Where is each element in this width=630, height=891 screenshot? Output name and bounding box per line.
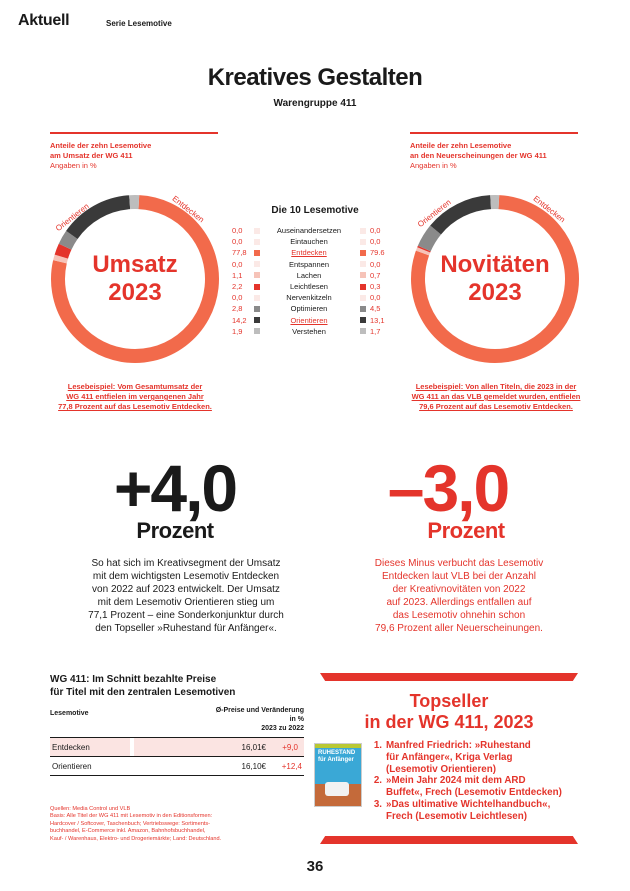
legend-category-lachen: Lachen (296, 270, 322, 280)
legend-swatch (254, 261, 260, 267)
legend-row (232, 292, 402, 303)
list-item: 3. »Das ultimative Wichtelhandbuch«, Frech (Lesemotiv Leichtlesen) (373, 798, 551, 822)
legend-swatch (360, 306, 366, 312)
page-number: 36 (306, 858, 324, 875)
legend-row (232, 236, 402, 247)
book-cover-strip (315, 744, 362, 748)
legend-umsatz-value: 77,8 (232, 248, 247, 258)
legend-novitaeten-value: 0,0 (370, 259, 381, 269)
novitaeten-center-label: Novitäten 2023 (440, 251, 550, 306)
legend-swatch (254, 317, 260, 323)
legend-novitaeten-value: 0,3 (370, 282, 381, 292)
price-table-heading: WG 411: Im Schnitt bezahlte Preise für Titel mit den zentralen Lesemotiven (50, 674, 236, 698)
price-table-header (50, 706, 304, 738)
legend-swatch (254, 284, 260, 290)
legend-swatch (360, 261, 366, 267)
umsatz-change-unit: Prozent (136, 518, 214, 543)
legend-swatch (360, 317, 366, 323)
topseller-list (368, 740, 590, 823)
topseller-title: Topseller in der WG 411, 2023 (364, 691, 534, 732)
legend-novitaeten-value: 13,1 (370, 315, 385, 325)
legend-novitaeten-value: 0,0 (370, 293, 381, 303)
legend-category-orientieren: Orientieren (290, 315, 328, 325)
book-cover-van (325, 782, 349, 796)
legend-swatch (254, 328, 260, 334)
legend-row (232, 315, 402, 326)
legend-umsatz-value: 1,1 (232, 270, 243, 280)
table-row (50, 757, 304, 776)
donut-slice-optimieren (424, 230, 435, 249)
list-item: 1. Manfred Friedrich: »Ruhestand für Anfänger«, Kriga Verlag (Lesemotiv Orientieren) (373, 740, 531, 775)
legend-umsatz-value: 0,0 (232, 226, 243, 236)
left-arc-label-entdecken: Entdecken (170, 194, 206, 225)
row-name: Orientieren (52, 761, 92, 771)
legend-swatch (254, 250, 260, 256)
legend-swatch (254, 228, 260, 234)
legend-umsatz-value: 0,0 (232, 237, 243, 247)
legend-umsatz-value: 2,2 (232, 282, 243, 292)
legend-swatch (360, 272, 366, 278)
legend-row (232, 303, 402, 314)
novitaeten-change-text: Dieses Minus verbucht das Lesemotiv Entdecken laut VLB bei der Anzahl der Kreativnovitäten von 2022 auf 2023. Allerdings entfallen auf das Lesemotiv ohnehin schon 79,6 Prozent aller Neuerscheinungen. (374, 558, 544, 634)
legend-category-eintauchen: Eintauchen (290, 237, 328, 247)
legend-umsatz-value: 0,0 (232, 259, 243, 269)
umsatz-change-text: So hat sich im Kreativsegment der Umsatz mit dem wichtigsten Lesemotiv Entdecken von 2022 auf 2023 entwickelt. Der Umsatz mit dem Lesemotiv Orientieren stieg um 77,1 Prozent – eine Sonderkonjunktur durch den Topseller »Ruhestand für Anfänger«. (88, 558, 284, 634)
price-table (50, 706, 304, 776)
page-title: Kreatives Gestalten (207, 64, 423, 91)
novitaeten-change-value: –3,0 (387, 451, 509, 525)
book-cover-title: RUHESTAND für Anfänger (318, 750, 356, 763)
right-arc-label-entdecken: Entdecken (531, 194, 567, 225)
table-row (50, 738, 304, 757)
list-item: 2. »Mein Jahr 2024 mit dem ARD Buffet«, Frech (Lesemotiv Entdecken) (373, 775, 562, 799)
row-change: +9,0 (282, 742, 298, 752)
row-price: 16,10€ (241, 761, 266, 771)
umsatz-change-value: +4,0 (113, 451, 237, 525)
right-heading-rule (410, 132, 578, 134)
legend-category-optimieren: Optimieren (290, 304, 328, 314)
legend-novitaeten-value: 4,5 (370, 304, 381, 314)
legend-row (232, 259, 402, 270)
right-example-text: Lesebeispiel: Von allen Titeln, die 2023 in der WG 411 an das VLB gemeldet wurden, entfielen 79,6 Prozent auf das Lesemotiv Entdecken. (411, 382, 581, 411)
col-lesemotive: Lesemotive (50, 710, 89, 717)
lesemotive-legend-table (232, 225, 402, 337)
topseller-bottom-bar (320, 836, 578, 844)
legend-row (232, 281, 402, 292)
row-change: +12,4 (281, 761, 302, 771)
legend-swatch (360, 295, 366, 301)
legend-umsatz-value: 14,2 (232, 315, 247, 325)
left-heading-rule (50, 132, 218, 134)
legend-category-auseinandersetzen: Auseinandersetzen (276, 226, 342, 236)
legend-row (232, 247, 402, 258)
donut-slice-optimieren (65, 235, 72, 247)
legend-swatch (360, 328, 366, 334)
left-example-text: Lesebeispiel: Vom Gesamtumsatz der WG 411 entfielen im vergangenen Jahr 77,8 Prozent auf das Lesemotiv Entdecken. (58, 382, 212, 411)
page-subtitle: Warengruppe 411 (273, 98, 357, 109)
legend-row (232, 225, 402, 236)
legend-category-leichtlesen: Leichtlesen (290, 282, 328, 292)
row-name: Entdecken (50, 738, 130, 756)
source-notes: Quellen: Media Control und VLB Basis: Alle Titel der WG 411 mit Lesemotiv in den Editionsformen: Hardcover / Softcover, Taschenbuch; Vertriebswege: Sortiments- buchhandel, E-Commerce inkl. Amazon, Bahnhofsbuchhandel, Kauf- / Warenhaus, Elektro- und Drogeriemärkte; Land: Deutschland. (50, 806, 222, 842)
legend-swatch (360, 284, 366, 290)
legend-swatch (254, 306, 260, 312)
left-arc-label-orientieren: Orientieren (54, 201, 91, 234)
series-label: Serie Lesemotive (106, 19, 172, 28)
legend-novitaeten-value: 79.6 (370, 248, 385, 258)
legend-title: Die 10 Lesemotive (271, 205, 359, 216)
topseller-top-bar (320, 673, 578, 681)
legend-swatch (360, 239, 366, 245)
section-label: Aktuell (18, 12, 70, 29)
legend-umsatz-value: 2,8 (232, 304, 243, 314)
left-chart-heading: Anteile der zehn Lesemotive am Umsatz der WG 411 Angaben in % (50, 141, 152, 170)
legend-swatch (254, 272, 260, 278)
legend-swatch (254, 295, 260, 301)
book-cover-image (314, 743, 362, 807)
donut-slice-leichtlesen (424, 249, 425, 250)
legend-novitaeten-value: 0,0 (370, 237, 381, 247)
legend-umsatz-value: 0,0 (232, 293, 243, 303)
legend-umsatz-value: 1,9 (232, 326, 243, 336)
legend-row (232, 326, 402, 337)
legend-novitaeten-value: 0,0 (370, 226, 381, 236)
legend-category-entdecken: Entdecken (291, 248, 327, 258)
legend-novitaeten-value: 1,7 (370, 326, 381, 336)
col-price-change: Ø-Preise und Veränderung in % 2023 zu 2022 (215, 707, 304, 732)
legend-row (232, 270, 402, 281)
novitaeten-change-unit: Prozent (427, 518, 505, 543)
right-arc-label-orientieren: Orientieren (416, 197, 453, 230)
legend-swatch (254, 239, 260, 245)
umsatz-center-label: Umsatz 2023 (92, 251, 178, 306)
right-chart-heading: Anteile der zehn Lesemotive an den Neuerscheinungen der WG 411 Angaben in % (410, 141, 547, 170)
legend-category-entspannen: Entspannen (288, 259, 330, 269)
legend-swatch (360, 228, 366, 234)
row-price: 16,01€ (134, 738, 304, 756)
legend-category-verstehen: Verstehen (292, 326, 326, 336)
legend-novitaeten-value: 0,7 (370, 270, 381, 280)
legend-swatch (360, 250, 366, 256)
legend-category-nervenkitzeln: Nervenkitzeln (286, 293, 332, 303)
